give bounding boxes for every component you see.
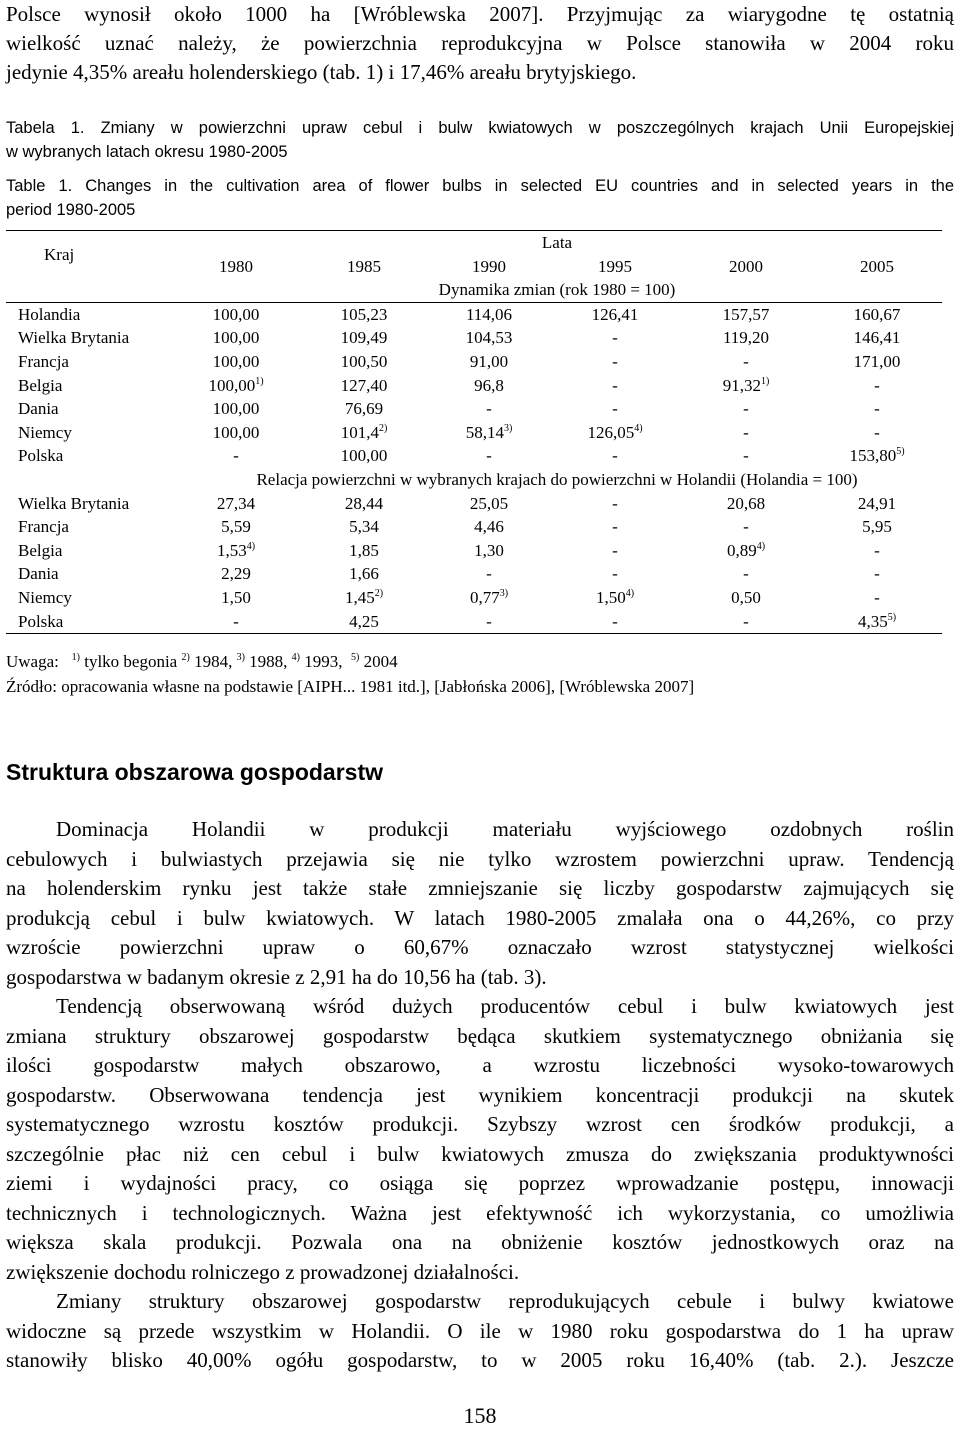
footnote-marker: 3) — [503, 422, 513, 434]
footnote-marker: 1) — [760, 375, 770, 387]
value-cell — [172, 562, 300, 586]
cell-value: 100,00 — [340, 446, 388, 466]
cell-value: - — [612, 328, 618, 348]
cell-value: 91,32 — [722, 375, 761, 395]
cell-value: - — [874, 422, 880, 442]
value-cell — [812, 397, 942, 421]
value-cell — [300, 302, 428, 326]
table-header-row — [6, 231, 942, 255]
cell-value: 109,49 — [340, 328, 388, 348]
cell-value: 5,95 — [862, 517, 892, 537]
body-line: systematycznego wzrostu kosztów produkcji. Szybszy wzrost cen środków produkcji, a — [6, 1112, 954, 1136]
value-cell — [680, 562, 812, 586]
value-cell — [812, 562, 942, 586]
cell-value: 1,30 — [474, 540, 504, 560]
value-cell — [428, 444, 550, 468]
value-cell — [550, 610, 680, 634]
table-row — [6, 350, 942, 374]
value-cell — [300, 492, 428, 516]
note-marker: 2) — [181, 652, 190, 663]
cell-value: - — [743, 399, 749, 419]
table-row — [6, 562, 942, 586]
table-row — [6, 492, 942, 516]
table-source: Źródło: opracowania własne na podstawie [AIPH... 1981 itd.], [Jabłońska 2006], [Wróblewska 2007] — [6, 677, 695, 696]
value-cell — [680, 421, 812, 445]
table-caption-english — [6, 174, 954, 222]
value-cell — [428, 302, 550, 326]
cell-value: - — [612, 611, 618, 631]
value-cell — [550, 421, 680, 445]
value-cell — [812, 302, 942, 326]
cell-value: 101,4 — [340, 422, 379, 442]
cell-value: 1,66 — [349, 564, 379, 584]
caption-line: w wybranych latach okresu 1980-2005 — [6, 143, 288, 161]
cell-value: 0,89 — [726, 540, 757, 560]
value-cell — [680, 610, 812, 634]
country-cell: Holandia — [18, 304, 81, 324]
cell-value: 153,80 — [849, 446, 897, 466]
value-cell — [812, 515, 942, 539]
cell-value: 4,25 — [349, 611, 379, 631]
value-cell — [428, 326, 550, 350]
table-row — [6, 421, 942, 445]
value-cell — [680, 444, 812, 468]
body-line: ilości gospodarstw małych obszarowo, a wzrostu liczebności wysoko-towarowych — [6, 1053, 954, 1077]
value-cell — [550, 515, 680, 539]
value-cell — [428, 539, 550, 563]
caption-line: period 1980-2005 — [6, 201, 136, 219]
body-line: Tendencją obserwowaną wśród dużych producentów cebul i bulw kwiatowych jest — [56, 994, 954, 1018]
cell-value: 91,00 — [469, 351, 509, 371]
value-cell — [300, 444, 428, 468]
value-cell — [812, 586, 942, 610]
cell-value: 157,57 — [722, 304, 770, 324]
value-cell — [550, 444, 680, 468]
value-cell — [812, 539, 942, 563]
value-cell — [812, 350, 942, 374]
cell-value: - — [612, 375, 618, 395]
value-cell — [680, 374, 812, 398]
year-header: 2005 — [860, 256, 894, 276]
year-header: 1990 — [472, 256, 506, 276]
intro-line: wielkość uznać należy, że powierzchnia reprodukcyjna w Polsce stanowiła w 2004 roku — [6, 31, 954, 55]
section-heading: Struktura obszarowa gospodarstw — [6, 759, 384, 785]
value-cell — [300, 421, 428, 445]
body-line: szczególnie płac niż cen cebul i bulw kwiatowych zmusza do zwiększania produktywności — [6, 1141, 954, 1166]
value-cell — [680, 302, 812, 326]
value-cell — [428, 610, 550, 634]
country-cell: Belgia — [18, 375, 63, 395]
cell-value: 100,00 — [212, 304, 260, 324]
body-line: produkcją cebul i bulw kwiatowych. W latach 1980-2005 zmalała ona o 44,26%, co przy — [6, 905, 954, 930]
body-line: gospodarstw. Obserwowana tendencja jest wynikiem koncentracji produkcji na skutek — [6, 1082, 954, 1107]
cell-value: - — [874, 375, 880, 395]
cell-value: - — [612, 351, 618, 371]
value-cell — [812, 374, 942, 398]
footnote-marker: 4) — [246, 540, 256, 552]
value-cell — [300, 539, 428, 563]
year-header: 1980 — [219, 256, 253, 276]
cell-value: 100,00 — [212, 422, 260, 442]
value-cell — [428, 586, 550, 610]
cell-value: - — [743, 564, 749, 584]
country-cell: Wielka Brytania — [18, 328, 130, 348]
year-header: 2000 — [729, 256, 763, 276]
value-cell — [680, 539, 812, 563]
cell-value: 1,50 — [595, 587, 626, 607]
cell-value: 160,67 — [853, 304, 901, 324]
cell-value: 146,41 — [853, 328, 901, 348]
country-cell: Niemcy — [18, 422, 72, 442]
body-line: gospodarstwa w badanym okresie z 2,91 ha do 10,56 ha (tab. 3). — [6, 964, 547, 989]
section2-title: Relacja powierzchni w wybranych krajach do powierzchni w Holandii (Holandia = 100) — [256, 469, 858, 489]
value-cell — [812, 421, 942, 445]
cell-value: - — [612, 517, 618, 537]
note-marker: 1) — [71, 652, 80, 663]
table-row — [6, 539, 942, 563]
cell-value: 119,20 — [722, 328, 770, 348]
section1-title: Dynamika zmian (rok 1980 = 100) — [172, 278, 942, 302]
lata-header: Lata — [172, 231, 942, 255]
note-text: tylko begonia — [84, 652, 178, 671]
notes-label: Uwaga: — [6, 652, 59, 671]
value-cell — [550, 350, 680, 374]
cell-value: - — [874, 587, 880, 607]
section-title-row — [6, 468, 942, 492]
cell-value: 24,91 — [857, 493, 897, 513]
table-caption-polish — [6, 116, 954, 164]
value-cell — [428, 515, 550, 539]
cell-value: - — [612, 399, 618, 419]
cell-value: - — [612, 493, 618, 513]
country-cell: Belgia — [18, 540, 63, 560]
value-cell — [300, 397, 428, 421]
value-cell — [550, 492, 680, 516]
cell-value: 127,40 — [340, 375, 388, 395]
country-cell: Niemcy — [18, 587, 72, 607]
footnote-marker: 4) — [625, 587, 635, 599]
value-cell — [172, 610, 300, 634]
cell-value: - — [874, 564, 880, 584]
country-cell: Francja — [18, 351, 69, 371]
value-cell — [812, 492, 942, 516]
table-row — [6, 444, 942, 468]
value-cell — [428, 421, 550, 445]
value-cell — [680, 326, 812, 350]
cell-value: - — [486, 446, 492, 466]
cell-value: 0,77 — [469, 587, 500, 607]
year-header: 1995 — [598, 256, 632, 276]
cell-value: 100,00 — [212, 351, 260, 371]
value-cell — [172, 397, 300, 421]
footnote-marker: 4) — [756, 540, 766, 552]
table-row — [6, 586, 942, 610]
value-cell — [550, 539, 680, 563]
cell-value: 1,50 — [221, 587, 251, 607]
cell-value: 114,06 — [465, 304, 513, 324]
cell-value: 5,34 — [349, 517, 379, 537]
intro-paragraph — [6, 0, 954, 87]
cell-value: 76,69 — [344, 399, 384, 419]
value-cell — [172, 374, 300, 398]
cell-value: - — [612, 564, 618, 584]
caption-line: Table 1. Changes in the cultivation area of flower bulbs in selected EU countries and in selected years in the — [6, 177, 954, 195]
body-line: ziemi i wydajności pracy, co osiąga się poprzez wprowadzanie postępu, innowacji — [6, 1171, 954, 1195]
body-line: zmiana struktury obszarowej gospodarstw będąca skutkiem systematycznego obniżania się — [6, 1023, 954, 1048]
value-cell — [172, 586, 300, 610]
footnote-marker: 2) — [378, 422, 388, 434]
data-table — [6, 230, 942, 634]
value-cell — [172, 515, 300, 539]
value-cell — [300, 515, 428, 539]
cell-value: 126,41 — [591, 304, 639, 324]
table-row — [6, 397, 942, 421]
note-text: 1993, — [304, 652, 343, 671]
caption-line: Tabela 1. Zmiany w powierzchni upraw cebul i bulw kwiatowych w poszczególnych krajach Unii Europejskiej — [6, 119, 954, 137]
cell-value: 4,35 — [857, 611, 888, 631]
intro-line: Polsce wynosił około 1000 ha [Wróblewska 2007]. Przyjmując za wiarygodne tę ostatnią — [6, 2, 954, 26]
table-row — [6, 374, 942, 398]
cell-value: 58,14 — [465, 422, 504, 442]
cell-value: - — [486, 399, 492, 419]
cell-value: 96,8 — [474, 375, 504, 395]
value-cell — [300, 586, 428, 610]
value-cell — [428, 397, 550, 421]
value-cell — [172, 492, 300, 516]
value-cell — [680, 515, 812, 539]
body-line: cebulowych i bulwiastych przejawia się nie tylko wzrostem powierzchni upraw. Tendencją — [6, 846, 954, 871]
cell-value: - — [874, 399, 880, 419]
body-line: stanowiły blisko 40,00% ogółu gospodarstw, to w 2005 roku 16,40% (tab. 2.). Jeszcze — [6, 1348, 954, 1372]
value-cell — [172, 326, 300, 350]
footnote-marker: 5) — [896, 446, 905, 458]
footnote-marker: 1) — [255, 375, 264, 387]
note-marker: 4) — [291, 652, 301, 663]
cell-value: 27,34 — [216, 493, 256, 513]
cell-value: 100,00 — [212, 399, 260, 419]
section-title-row — [6, 278, 942, 302]
value-cell — [550, 586, 680, 610]
note-text: 2004 — [363, 652, 398, 671]
value-cell — [680, 350, 812, 374]
table-row — [6, 515, 942, 539]
cell-value: - — [486, 611, 492, 631]
intro-line: jedynie 4,35% areału holenderskiego (tab. 1) i 17,46% areału brytyjskiego. — [6, 60, 637, 84]
cell-value: 20,68 — [726, 493, 766, 513]
cell-value: 126,05 — [587, 422, 635, 442]
body-line: widoczne są przede wszystkim w Holandii. O ile w 1980 roku gospodarstwa do 1 ha upraw — [6, 1318, 954, 1343]
cell-value: 1,53 — [216, 540, 247, 560]
note-marker: 3) — [236, 652, 245, 663]
footnote-marker: 3) — [499, 587, 509, 599]
body-line: Zmiany struktury obszarowej gospodarstw reprodukujących cebule i bulwy kwiatowe — [56, 1289, 954, 1313]
country-cell: Polska — [6, 610, 172, 634]
cell-value: 104,53 — [465, 328, 513, 348]
cell-value: 1,85 — [349, 540, 379, 560]
body-line: technicznych i technologicznych. Ważna jest efektywność ich wykorzystania, co umożliwia — [6, 1200, 954, 1225]
country-cell: Dania — [18, 564, 59, 584]
cell-value: 105,23 — [340, 304, 388, 324]
cell-value: 5,59 — [221, 517, 251, 537]
value-cell — [172, 539, 300, 563]
cell-value: 2,29 — [221, 564, 251, 584]
kraj-header: Kraj — [6, 231, 172, 279]
cell-value: 171,00 — [853, 351, 901, 371]
cell-value: - — [743, 351, 749, 371]
body-line: wzroście powierzchni upraw o 60,67% oznaczało wzrost statystycznej wielkości — [6, 935, 954, 959]
footnote-marker: 4) — [634, 422, 643, 434]
footnote-marker: 2) — [374, 587, 384, 599]
note-text: 1984, — [194, 652, 233, 671]
body-line: zwiększenie dochodu rolniczego z prowadzonej działalności. — [6, 1259, 520, 1284]
footnote-marker: 5) — [887, 611, 897, 623]
data-table-container — [6, 230, 942, 634]
note-text: 1988, — [249, 652, 288, 671]
value-cell — [680, 586, 812, 610]
cell-value: 100,00 — [208, 375, 256, 395]
value-cell — [680, 492, 812, 516]
value-cell — [550, 374, 680, 398]
cell-value: - — [743, 517, 749, 537]
cell-value: 0,50 — [731, 587, 761, 607]
value-cell — [550, 302, 680, 326]
cell-value: - — [743, 422, 749, 442]
value-cell — [172, 350, 300, 374]
value-cell — [300, 326, 428, 350]
value-cell — [300, 610, 428, 634]
value-cell — [428, 492, 550, 516]
value-cell — [428, 562, 550, 586]
country-cell: Francja — [18, 517, 69, 537]
value-cell — [680, 397, 812, 421]
cell-value: 4,46 — [474, 517, 504, 537]
value-cell — [300, 562, 428, 586]
country-cell: Polska — [18, 446, 64, 466]
cell-value: 28,44 — [344, 493, 384, 513]
cell-value: - — [874, 540, 880, 560]
value-cell — [812, 326, 942, 350]
value-cell — [550, 397, 680, 421]
body-line: Dominacja Holandii w produkcji materiału wyjściowego ozdobnych roślin — [56, 817, 954, 841]
body-paragraphs — [6, 815, 954, 1376]
value-cell — [428, 374, 550, 398]
body-line: na holenderskim rynku jest także stałe zmniejszanie się liczby gospodarstw zajmujących się — [6, 876, 954, 900]
note-marker: 5) — [351, 652, 360, 663]
table-row — [6, 302, 942, 326]
value-cell — [300, 350, 428, 374]
cell-value: - — [612, 446, 618, 466]
cell-value: - — [612, 540, 618, 560]
cell-value: - — [233, 611, 239, 631]
cell-value: - — [743, 611, 749, 631]
country-cell: Dania — [18, 399, 59, 419]
value-cell — [428, 350, 550, 374]
cell-value: 100,00 — [212, 328, 260, 348]
value-cell — [812, 610, 942, 634]
table-notes — [6, 650, 954, 674]
cell-value: 1,45 — [344, 587, 375, 607]
table-row — [6, 610, 942, 634]
table-row — [6, 326, 942, 350]
value-cell — [172, 302, 300, 326]
cell-value: - — [743, 446, 749, 466]
year-header: 1985 — [347, 256, 381, 276]
country-cell: Wielka Brytania — [18, 493, 130, 513]
cell-value: - — [233, 446, 239, 466]
cell-value: 25,05 — [469, 493, 509, 513]
value-cell — [550, 326, 680, 350]
cell-value: - — [486, 564, 492, 584]
value-cell — [300, 374, 428, 398]
value-cell — [812, 444, 942, 468]
cell-value: 100,50 — [340, 351, 388, 371]
value-cell — [172, 444, 300, 468]
body-line: większa skala produkcji. Pozwala ona na obniżenie kosztów jednostkowych oraz na — [6, 1230, 954, 1254]
value-cell — [172, 421, 300, 445]
value-cell — [550, 562, 680, 586]
page-number: 158 — [463, 1403, 497, 1428]
